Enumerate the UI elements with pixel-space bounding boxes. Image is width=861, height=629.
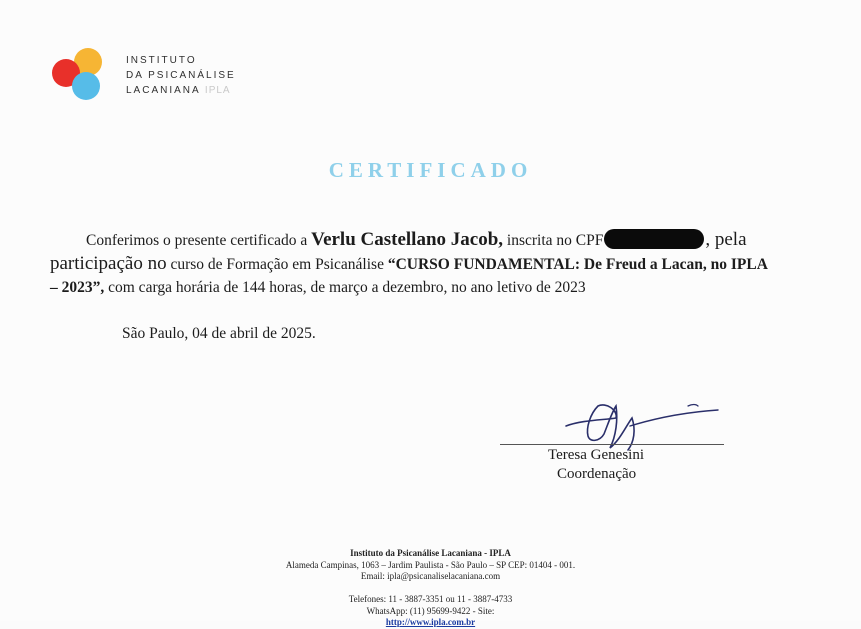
footer-contacts [0, 571, 861, 606]
issue-date: São Paulo, 04 de abril de 2025. [122, 325, 316, 342]
certificate-title: CERTIFICADO [328, 158, 533, 182]
body-line-2 [50, 252, 820, 276]
signer-block [548, 446, 644, 484]
course-year: – 2023”, [50, 279, 105, 296]
workload-text: com carga horária de 144 horas, de março a dezembro, no ano letivo de 2023 [108, 279, 586, 296]
ipla-logo [50, 46, 106, 102]
footer [0, 548, 861, 629]
footer-web [0, 606, 861, 629]
course-name: “CURSO FUNDAMENTAL: De Freud a Lacan, no IPLA [387, 256, 768, 273]
footer-address: Alameda Campinas, 1063 – Jardim Paulista - São Paulo – SP CEP: 01404 - 001. [285, 559, 576, 570]
body-line-1 [50, 228, 820, 252]
site-link[interactable]: http://www.ipla.com.br [385, 617, 476, 627]
signature-line [500, 444, 724, 445]
footer-whatsapp: WhatsApp: (11) 95699-9422 - Site: [366, 605, 495, 616]
logo-line-1: INSTITUTO [126, 55, 197, 66]
signer-role: Coordenação [557, 466, 637, 482]
cpf-label: inscrita no CPF [506, 232, 604, 249]
logo-blue-circle [72, 72, 100, 100]
body-line-1-end: , pela [705, 229, 747, 250]
participation-text: participação no [50, 253, 167, 274]
footer-email: Email: ipla@psicanaliselacaniana.com [360, 571, 501, 581]
logo-line-2: DA PSICANÁLISE [126, 70, 236, 81]
footer-title: Instituto da Psicanálise Lacaniana - IPLA [350, 548, 511, 558]
logo-line-3: LACANIANA [126, 85, 201, 96]
logo-acronym: IPLA [204, 85, 231, 96]
course-intro: curso de Formação em Psicanálise [170, 256, 384, 273]
certificate-body [50, 228, 820, 299]
body-line-3 [50, 276, 820, 299]
footer-phones: Telefones: 11 - 3887-3351 ou 11 - 3887-4733 [348, 594, 513, 604]
recipient-name: Verlu Castellano Jacob, [311, 229, 504, 250]
logo-text [126, 53, 236, 98]
signer-name: Teresa Genesini [548, 447, 644, 463]
body-intro: Conferimos o presente certificado a [86, 232, 308, 249]
cpf-redaction [604, 229, 704, 249]
